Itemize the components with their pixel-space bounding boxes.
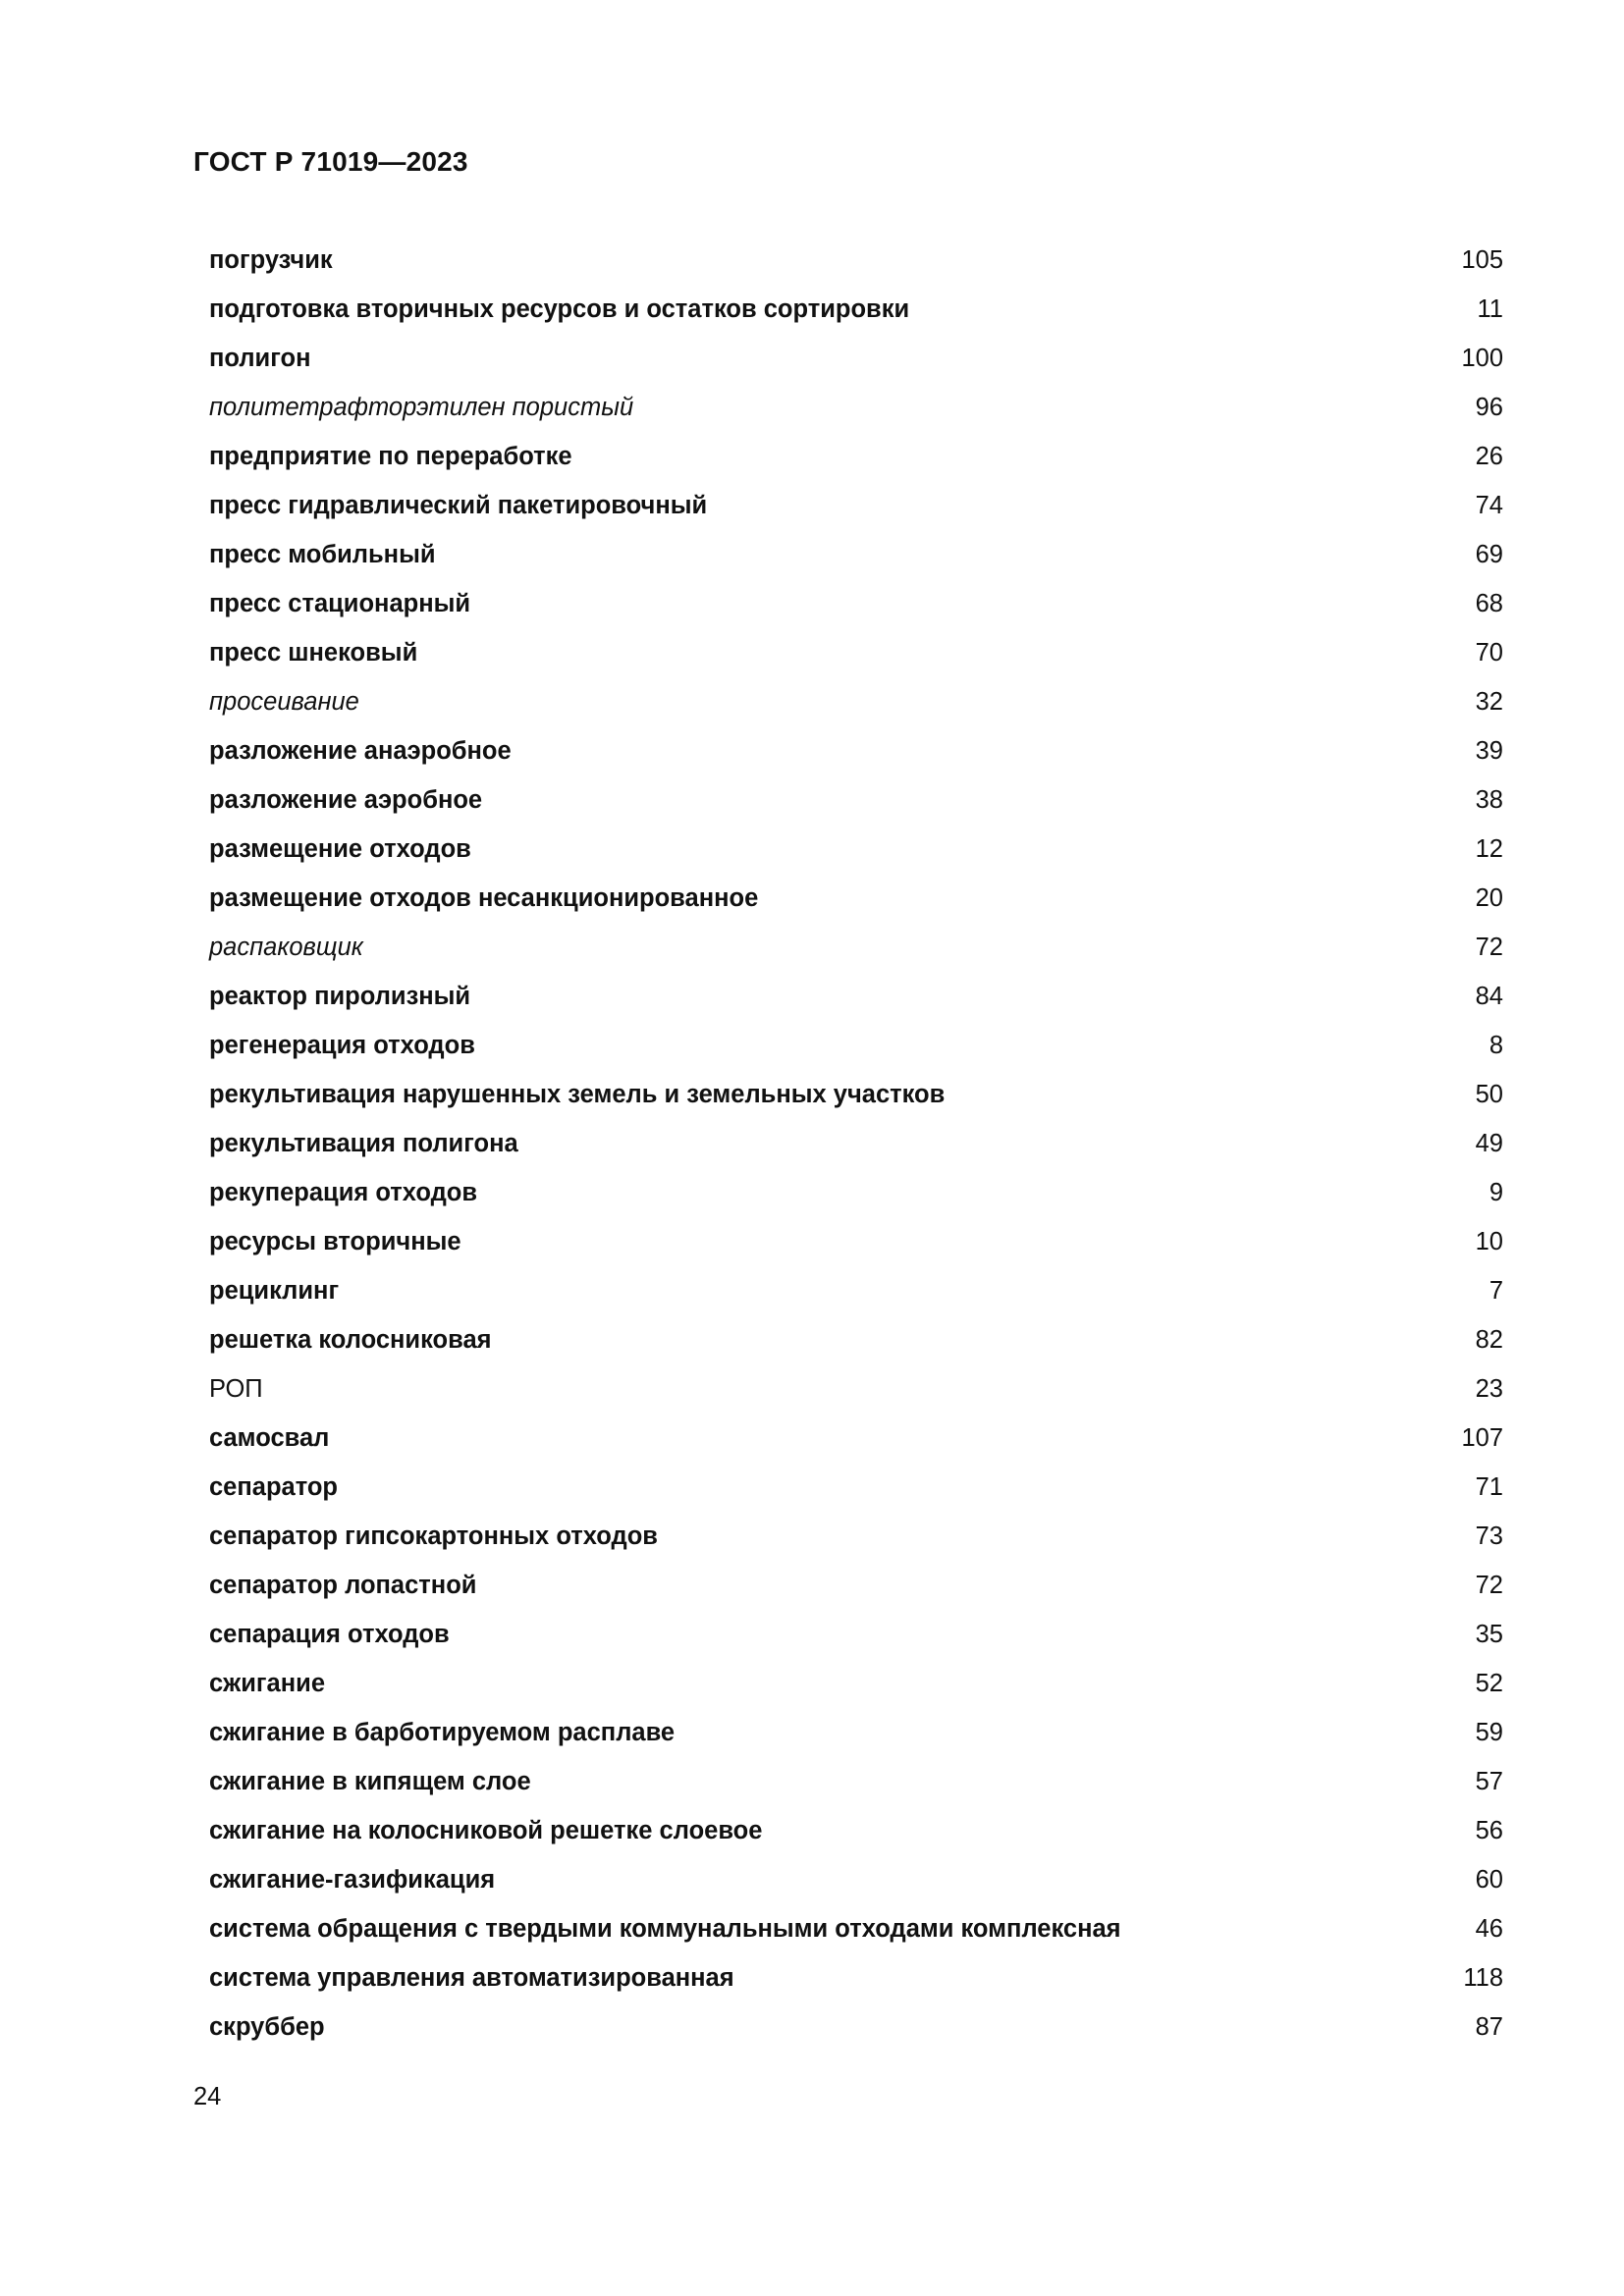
index-term: рекуперация отходов bbox=[209, 1179, 478, 1206]
index-entry bbox=[209, 481, 1503, 530]
index-page-reference: 59 bbox=[1475, 1719, 1503, 1746]
index-page-reference: 7 bbox=[1489, 1277, 1503, 1305]
index-term: рекультивация нарушенных земель и земельных участков bbox=[209, 1081, 946, 1108]
index-term: просеивание bbox=[209, 688, 359, 716]
index-entry bbox=[209, 726, 1503, 775]
index-page-reference: 11 bbox=[1477, 295, 1503, 323]
index-term: сжигание-газификация bbox=[209, 1866, 496, 1894]
index-entry bbox=[209, 2002, 1503, 2052]
index-page-reference: 23 bbox=[1475, 1375, 1503, 1403]
index-term: политетрафторэтилен пористый bbox=[209, 394, 634, 421]
index-page-reference: 56 bbox=[1475, 1817, 1503, 1844]
index-page-reference: 9 bbox=[1489, 1179, 1503, 1206]
index-page-reference: 105 bbox=[1461, 246, 1503, 274]
index-page-reference: 38 bbox=[1475, 786, 1503, 814]
index-entry bbox=[209, 1315, 1503, 1364]
index-page-reference: 107 bbox=[1461, 1424, 1503, 1452]
index-page-reference: 100 bbox=[1461, 345, 1503, 372]
index-term: пресс стационарный bbox=[209, 590, 471, 617]
index-term: предприятие по переработке bbox=[209, 443, 572, 470]
index-page-reference: 96 bbox=[1475, 394, 1503, 421]
index-entry bbox=[209, 775, 1503, 825]
index-entry bbox=[209, 1757, 1503, 1806]
index-entry bbox=[209, 1463, 1503, 1512]
index-page-reference: 8 bbox=[1489, 1032, 1503, 1059]
index-term: подготовка вторичных ресурсов и остатков сортировки bbox=[209, 295, 910, 323]
index-page-reference: 70 bbox=[1475, 639, 1503, 667]
index-page-reference: 60 bbox=[1475, 1866, 1503, 1894]
index-page-reference: 39 bbox=[1475, 737, 1503, 765]
index-term: система управления автоматизированная bbox=[209, 1964, 734, 1992]
index-page-reference: 82 bbox=[1475, 1326, 1503, 1354]
index-page-reference: 118 bbox=[1463, 1964, 1503, 1992]
index-term: сепаратор bbox=[209, 1473, 339, 1501]
index-term: сжигание bbox=[209, 1670, 325, 1697]
index-page-reference: 52 bbox=[1475, 1670, 1503, 1697]
index-term: сжигание в барботируемом расплаве bbox=[209, 1719, 676, 1746]
index-term: сепарация отходов bbox=[209, 1621, 450, 1648]
index-term: реактор пиролизный bbox=[209, 983, 471, 1010]
index-term: пресс мобильный bbox=[209, 541, 436, 568]
alphabetical-index bbox=[209, 236, 1503, 2052]
index-entry bbox=[209, 1904, 1503, 1953]
index-entry bbox=[209, 677, 1503, 726]
document-header: ГОСТ Р 71019—2023 bbox=[193, 146, 468, 177]
index-entry bbox=[209, 334, 1503, 383]
index-entry bbox=[209, 1659, 1503, 1708]
index-entry bbox=[209, 874, 1503, 923]
index-page-reference: 72 bbox=[1475, 1572, 1503, 1599]
index-entry bbox=[209, 530, 1503, 579]
index-page-reference: 69 bbox=[1475, 541, 1503, 568]
index-page-reference: 26 bbox=[1475, 443, 1503, 470]
index-page-reference: 35 bbox=[1475, 1621, 1503, 1648]
index-term: рекультивация полигона bbox=[209, 1130, 518, 1157]
index-entry bbox=[209, 1168, 1503, 1217]
index-entry bbox=[209, 1364, 1503, 1414]
index-term: погрузчик bbox=[209, 246, 333, 274]
index-term: размещение отходов bbox=[209, 835, 471, 863]
index-entry bbox=[209, 1806, 1503, 1855]
index-entry bbox=[209, 1266, 1503, 1315]
index-entry bbox=[209, 1512, 1503, 1561]
index-page-reference: 87 bbox=[1475, 2013, 1503, 2041]
index-page-reference: 10 bbox=[1475, 1228, 1503, 1255]
index-term: РОП bbox=[209, 1375, 263, 1403]
page-number: 24 bbox=[193, 2083, 222, 2110]
index-term: пресс гидравлический пакетировочный bbox=[209, 492, 708, 519]
index-term: самосвал bbox=[209, 1424, 330, 1452]
index-entry bbox=[209, 1070, 1503, 1119]
index-page-reference: 50 bbox=[1475, 1081, 1503, 1108]
index-term: полигон bbox=[209, 345, 311, 372]
index-entry bbox=[209, 432, 1503, 481]
index-page-reference: 12 bbox=[1475, 835, 1503, 863]
index-page-reference: 32 bbox=[1475, 688, 1503, 716]
index-entry bbox=[209, 1414, 1503, 1463]
index-entry bbox=[209, 923, 1503, 972]
index-term: разложение аэробное bbox=[209, 786, 483, 814]
index-entry bbox=[209, 628, 1503, 677]
index-term: ресурсы вторичные bbox=[209, 1228, 461, 1255]
index-page-reference: 73 bbox=[1475, 1522, 1503, 1550]
index-term: пресс шнековый bbox=[209, 639, 418, 667]
index-term: сжигание на колосниковой решетке слоевое bbox=[209, 1817, 763, 1844]
index-page-reference: 71 bbox=[1475, 1473, 1503, 1501]
index-page-reference: 20 bbox=[1475, 884, 1503, 912]
index-entry bbox=[209, 236, 1503, 285]
index-term: скруббер bbox=[209, 2013, 325, 2041]
index-entry bbox=[209, 1953, 1503, 2002]
index-page-reference: 68 bbox=[1475, 590, 1503, 617]
index-entry bbox=[209, 1708, 1503, 1757]
index-term: сепаратор лопастной bbox=[209, 1572, 477, 1599]
index-entry bbox=[209, 1217, 1503, 1266]
index-entry bbox=[209, 285, 1503, 334]
index-term: система обращения с твердыми коммунальными отходами комплексная bbox=[209, 1915, 1121, 1943]
index-entry bbox=[209, 579, 1503, 628]
index-term: разложение анаэробное bbox=[209, 737, 512, 765]
index-entry bbox=[209, 1855, 1503, 1904]
index-page-reference: 57 bbox=[1475, 1768, 1503, 1795]
index-term: распаковщик bbox=[209, 934, 363, 961]
index-term: рециклинг bbox=[209, 1277, 340, 1305]
index-term: сжигание в кипящем слое bbox=[209, 1768, 531, 1795]
index-term: размещение отходов несанкционированное bbox=[209, 884, 759, 912]
index-entry bbox=[209, 1610, 1503, 1659]
index-entry bbox=[209, 383, 1503, 432]
index-page-reference: 49 bbox=[1475, 1130, 1503, 1157]
index-page-reference: 72 bbox=[1475, 934, 1503, 961]
index-page-reference: 46 bbox=[1475, 1915, 1503, 1943]
index-page-reference: 74 bbox=[1475, 492, 1503, 519]
index-entry bbox=[209, 825, 1503, 874]
index-page-reference: 84 bbox=[1475, 983, 1503, 1010]
index-entry bbox=[209, 972, 1503, 1021]
index-term: регенерация отходов bbox=[209, 1032, 475, 1059]
index-entry bbox=[209, 1119, 1503, 1168]
index-term: решетка колосниковая bbox=[209, 1326, 492, 1354]
index-entry bbox=[209, 1561, 1503, 1610]
index-term: сепаратор гипсокартонных отходов bbox=[209, 1522, 658, 1550]
index-entry bbox=[209, 1021, 1503, 1070]
